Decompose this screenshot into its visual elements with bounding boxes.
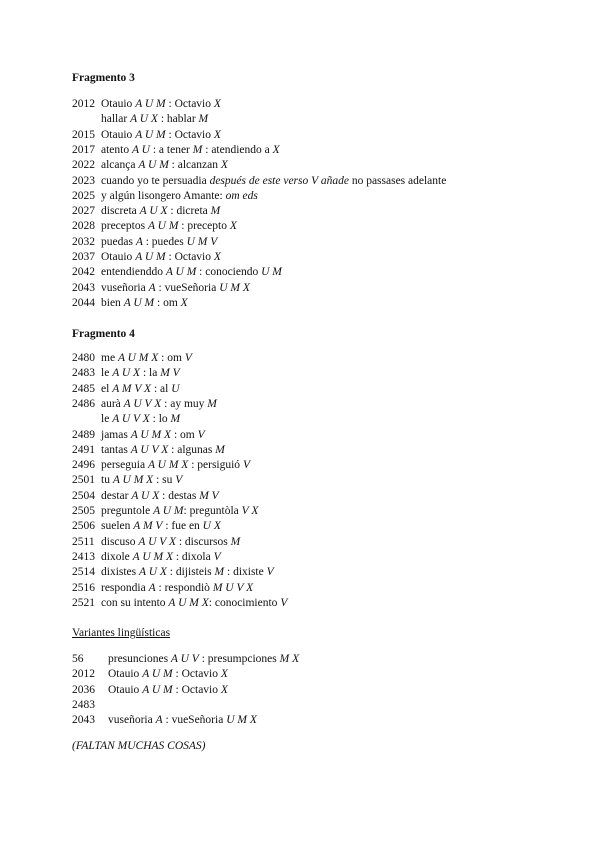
- witness-sigla: A U M: [135, 98, 166, 110]
- witness-sigla: U M V: [186, 235, 218, 248]
- variant-text: [108, 668, 228, 680]
- variant-text: [101, 398, 217, 410]
- line-number: 2027: [72, 205, 95, 218]
- witness-sigla: M U V X: [212, 581, 254, 594]
- variant-reading: le: [101, 367, 113, 380]
- variant-reading: : vueSeñoria: [162, 714, 227, 727]
- witness-sigla: A U V X: [112, 413, 150, 426]
- witness-sigla: después de este verso V añade: [209, 174, 349, 187]
- variant-reading: : respondiò: [155, 581, 213, 594]
- variant-reading: : Octavio: [165, 98, 214, 110]
- variant-reading: : persiguió: [188, 459, 243, 472]
- fragment3-row: [72, 204, 220, 219]
- variant-text: [101, 551, 221, 563]
- line-number: 2491: [72, 443, 95, 456]
- variant-reading: tu: [101, 474, 113, 487]
- witness-sigla: A U M: [135, 128, 166, 141]
- witness-sigla: U M X: [219, 281, 250, 294]
- witness-sigla: U M: [261, 266, 282, 279]
- variant-reading: hallar: [101, 113, 131, 126]
- variant-reading: : om: [158, 352, 185, 364]
- witness-sigla: A: [148, 581, 156, 594]
- line-number: 2017: [72, 143, 95, 156]
- witness-sigla: A: [155, 714, 163, 727]
- variant-reading: respondia: [101, 581, 149, 594]
- line-number: 2028: [72, 220, 95, 233]
- witness-sigla: A U M X: [147, 459, 189, 472]
- witness-sigla: X: [229, 220, 237, 233]
- variant-reading: atento: [101, 143, 132, 156]
- witness-sigla: M V: [160, 367, 180, 380]
- variant-reading: Otauio: [101, 128, 136, 141]
- witness-sigla: A U: [131, 143, 150, 156]
- variantes-row: [72, 667, 228, 682]
- line-number: 2521: [72, 596, 95, 609]
- variant-reading: : presumpciones: [198, 653, 280, 665]
- witness-sigla: A M V: [133, 520, 163, 533]
- variant-text: [101, 352, 192, 364]
- variant-reading: : hablar: [157, 113, 199, 126]
- variant-text: [101, 413, 180, 425]
- variant-reading: : dijisteis: [166, 566, 215, 579]
- line-number: 2483: [72, 367, 95, 380]
- variant-reading: cuando yo te persuadia: [101, 174, 210, 187]
- variant-text: [101, 490, 219, 502]
- line-number: 2037: [72, 251, 95, 263]
- variant-reading: : dixola: [172, 550, 214, 563]
- fragment3-row: [72, 158, 228, 173]
- witness-sigla: A U V X: [130, 443, 169, 456]
- variant-reading: le: [101, 413, 113, 426]
- variant-text: [101, 536, 240, 548]
- variant-reading: alcança: [101, 159, 139, 172]
- variant-reading: : om: [154, 296, 181, 309]
- variant-text: [101, 520, 221, 532]
- variant-reading: destar: [101, 489, 132, 502]
- variant-reading: : Octavio: [165, 128, 214, 141]
- fragment4-heading: Fragmento 4: [72, 328, 135, 340]
- witness-sigla: V: [184, 352, 192, 364]
- witness-sigla: U: [171, 382, 180, 395]
- witness-sigla: X: [220, 159, 228, 172]
- variant-reading: : vueSeñoria: [155, 281, 220, 294]
- variant-text: [101, 566, 274, 578]
- fragment3-row: [72, 128, 221, 143]
- variantes-row: [72, 683, 228, 698]
- variant-reading: : algunas: [168, 443, 216, 456]
- witness-sigla: V X: [241, 505, 259, 517]
- line-number: 2042: [72, 266, 95, 279]
- line-number: 2480: [72, 352, 95, 364]
- witness-sigla: M: [230, 535, 241, 548]
- fragment4-row: [72, 473, 182, 488]
- variant-reading: preguntole: [101, 505, 154, 517]
- variant-reading: Otauio: [101, 98, 136, 110]
- witness-sigla: A U M X: [132, 550, 173, 563]
- witness-sigla: M: [170, 413, 181, 426]
- witness-sigla: M: [210, 205, 221, 218]
- witness-sigla: A U M: [142, 668, 173, 681]
- variant-reading: : a tener: [149, 143, 193, 156]
- variant-reading: : dicreta: [167, 205, 211, 218]
- witness-sigla: V: [197, 428, 205, 441]
- witness-sigla: A U V: [170, 653, 199, 665]
- witness-sigla: M: [214, 566, 225, 579]
- variant-reading: : fue en: [162, 520, 203, 533]
- witness-sigla: V: [266, 566, 274, 579]
- fragment3-row: [72, 235, 217, 250]
- variant-reading: jamas: [101, 428, 131, 441]
- witness-sigla: A U X: [139, 205, 168, 218]
- witness-sigla: U X: [202, 520, 221, 533]
- witness-sigla: om eds: [225, 189, 258, 202]
- witness-sigla: X: [213, 128, 221, 141]
- variant-reading: no passases adelante: [348, 174, 447, 187]
- line-number: 2036: [72, 683, 95, 696]
- witness-sigla: M X: [279, 653, 300, 665]
- fragment4-row: [72, 412, 180, 427]
- variant-text: [101, 251, 221, 263]
- variant-text: [101, 113, 208, 125]
- variant-reading: suelen: [101, 520, 134, 533]
- fragment4-row: [72, 366, 180, 381]
- variant-reading: : dixiste: [224, 566, 267, 579]
- witness-sigla: A M V X: [112, 382, 152, 395]
- line-number: 2511: [72, 535, 95, 548]
- variant-reading: : om: [171, 428, 198, 441]
- variant-text: [101, 129, 221, 141]
- fragment4-row: [72, 458, 250, 473]
- variant-reading: : conocimiento: [208, 596, 281, 609]
- line-number: 2023: [72, 174, 95, 187]
- witness-sigla: V: [280, 596, 288, 609]
- variant-reading: : Octavio: [165, 251, 214, 263]
- variant-text: [101, 297, 188, 309]
- witness-sigla: A U M: [138, 159, 169, 172]
- variant-reading: entendienddo: [101, 266, 166, 279]
- variant-reading: vuseñoria: [108, 714, 156, 727]
- variant-reading: dixole: [101, 550, 133, 563]
- variant-text: [101, 175, 446, 187]
- fragment4-row: [72, 428, 205, 443]
- witness-sigla: M: [198, 113, 209, 126]
- witness-sigla: A U M X: [112, 474, 154, 487]
- line-number: 2025: [72, 189, 95, 202]
- witness-sigla: A U X: [139, 566, 167, 579]
- witness-sigla: A U M: [123, 296, 155, 309]
- line-number: 2504: [72, 489, 95, 502]
- witness-sigla: M: [215, 443, 225, 456]
- fragment4-row: [72, 382, 180, 397]
- witness-sigla: A U M: [153, 505, 184, 517]
- variant-reading: vuseñoria: [101, 281, 149, 294]
- variant-text: [101, 459, 250, 471]
- variantes-row: [72, 652, 299, 667]
- variant-text: [101, 282, 250, 294]
- line-number: 56: [72, 653, 84, 665]
- variant-reading: : conociendo: [196, 266, 262, 279]
- variant-text: [108, 653, 299, 665]
- fragment4-row: [72, 397, 217, 412]
- line-number: 2022: [72, 159, 95, 172]
- variant-reading: : puedes: [142, 235, 187, 248]
- fragment3-row: [72, 97, 221, 112]
- line-number: 2043: [72, 281, 95, 294]
- witness-sigla: A U M X: [117, 352, 159, 364]
- witness-sigla: A U M: [147, 220, 179, 233]
- variant-reading: : la: [140, 367, 161, 380]
- line-number: 2032: [72, 235, 95, 248]
- variant-text: [101, 236, 217, 248]
- witness-sigla: M V: [199, 489, 219, 502]
- witness-sigla: A U X: [112, 367, 141, 380]
- fragment4-row: [72, 596, 287, 611]
- variant-reading: : alcanzan: [168, 159, 221, 172]
- variant-text: [101, 474, 182, 486]
- variant-reading: : su: [153, 474, 176, 487]
- witness-sigla: X: [220, 668, 228, 681]
- variant-reading: el: [101, 382, 113, 395]
- variant-reading: y algún lisongero Amante:: [101, 189, 226, 202]
- variant-reading: puedas: [101, 235, 136, 248]
- variant-reading: discreta: [101, 205, 140, 218]
- witness-sigla: M: [207, 397, 217, 410]
- fragment4-row: [72, 504, 258, 519]
- variant-text: [101, 505, 258, 517]
- variant-reading: : ay muy: [161, 397, 208, 410]
- fragment3-row: [72, 296, 188, 311]
- line-number: 2483: [72, 698, 95, 711]
- witness-sigla: A U X: [130, 113, 158, 126]
- fragment4-row: [72, 550, 221, 565]
- variant-reading: : lo: [149, 413, 171, 426]
- variant-text: [101, 159, 228, 171]
- fragment3-row: [72, 281, 250, 296]
- fragment3-row: [72, 265, 282, 280]
- variant-reading: : Octavio: [172, 683, 221, 696]
- variant-reading: : al: [151, 382, 172, 395]
- witness-sigla: A U X: [131, 489, 160, 502]
- variant-reading: : destas: [159, 489, 200, 502]
- fragment4-row: [72, 443, 225, 458]
- witness-sigla: A U M: [135, 251, 166, 263]
- line-number: 2514: [72, 566, 95, 579]
- variant-text: [108, 684, 228, 696]
- variantes-row: [72, 713, 257, 728]
- fragment3-row: [72, 250, 221, 265]
- variant-text: [101, 444, 225, 456]
- variantes-heading: Variantes lingüísticas: [72, 627, 171, 639]
- variantes-row: [72, 698, 108, 713]
- fragment4-row: [72, 581, 253, 596]
- line-number: 2496: [72, 459, 95, 472]
- variant-reading: : precepto: [178, 220, 230, 233]
- witness-sigla: V: [175, 474, 183, 487]
- witness-sigla: X: [213, 98, 221, 110]
- line-number: 2506: [72, 520, 95, 533]
- witness-sigla: U M X: [226, 714, 257, 727]
- witness-sigla: X: [220, 683, 228, 696]
- witness-sigla: A: [135, 235, 143, 248]
- variant-reading: me: [101, 352, 118, 364]
- variant-reading: Otauio: [108, 668, 143, 681]
- witness-sigla: A U M X: [130, 428, 172, 441]
- fragment4-row: [72, 489, 219, 504]
- witness-sigla: V: [242, 459, 250, 472]
- variant-reading: preceptos: [101, 220, 148, 233]
- line-number: 2044: [72, 296, 95, 309]
- witness-sigla: A U V X: [123, 397, 162, 410]
- variant-reading: dixistes: [101, 566, 140, 579]
- fragment4-row: [72, 519, 221, 534]
- variant-text: [101, 220, 237, 232]
- variant-text: [101, 367, 180, 379]
- fragment4-row: [72, 535, 240, 550]
- witness-sigla: M: [192, 143, 203, 156]
- variant-reading: : discursos: [175, 535, 231, 548]
- variant-text: [101, 205, 220, 217]
- line-number: 2012: [72, 668, 95, 681]
- fragment4-row: [72, 351, 192, 366]
- fragment3-heading: Fragmento 3: [72, 72, 135, 84]
- witness-sigla: X: [272, 143, 280, 156]
- variant-reading: : atendiendo a: [202, 143, 273, 156]
- fragment3-row: [72, 174, 446, 189]
- variant-reading: Otauio: [108, 683, 143, 696]
- variant-text: [101, 383, 180, 395]
- variant-reading: discuso: [101, 535, 139, 548]
- variant-text: [101, 582, 253, 594]
- variant-reading: aurà: [101, 397, 124, 410]
- variant-reading: perseguia: [101, 459, 148, 472]
- line-number: 2485: [72, 382, 95, 395]
- line-number: 2043: [72, 714, 95, 727]
- line-number: 2501: [72, 474, 95, 487]
- variant-text: [101, 144, 280, 156]
- variant-reading: presunciones: [108, 653, 171, 665]
- fragment3-row: [72, 219, 237, 234]
- variant-reading: tantas: [101, 443, 131, 456]
- fragment4-row: [72, 565, 274, 580]
- witness-sigla: A U V X: [138, 535, 176, 548]
- witness-sigla: A U M X: [168, 596, 209, 609]
- variant-reading: : Octavio: [172, 668, 221, 681]
- variant-reading: Otauio: [101, 251, 136, 263]
- line-number: 2413: [72, 550, 95, 563]
- variant-text: [101, 98, 221, 110]
- line-number: 2015: [72, 128, 95, 141]
- witness-sigla: A U M: [165, 266, 197, 279]
- line-number: 2505: [72, 505, 95, 517]
- line-number: 2516: [72, 581, 95, 594]
- missing-note: (FALTAN MUCHAS COSAS): [72, 740, 206, 752]
- variant-text: [101, 429, 205, 441]
- variant-reading: bien: [101, 296, 124, 309]
- line-number: 2489: [72, 428, 95, 441]
- fragment3-row: [72, 189, 258, 204]
- witness-sigla: X: [213, 251, 221, 263]
- variant-text: [101, 597, 287, 609]
- variant-text: [108, 714, 257, 726]
- variant-text: [101, 190, 258, 202]
- fragment3-row: [72, 112, 208, 127]
- variant-reading: : preguntòla: [183, 505, 242, 517]
- variant-text: [101, 266, 282, 278]
- witness-sigla: V: [213, 550, 221, 563]
- line-number: 2012: [72, 98, 95, 110]
- line-number: 2486: [72, 397, 95, 410]
- fragment3-row: [72, 143, 280, 158]
- variant-reading: con su intento: [101, 596, 169, 609]
- witness-sigla: A U M: [142, 683, 173, 696]
- witness-sigla: A: [148, 281, 156, 294]
- witness-sigla: X: [180, 296, 188, 309]
